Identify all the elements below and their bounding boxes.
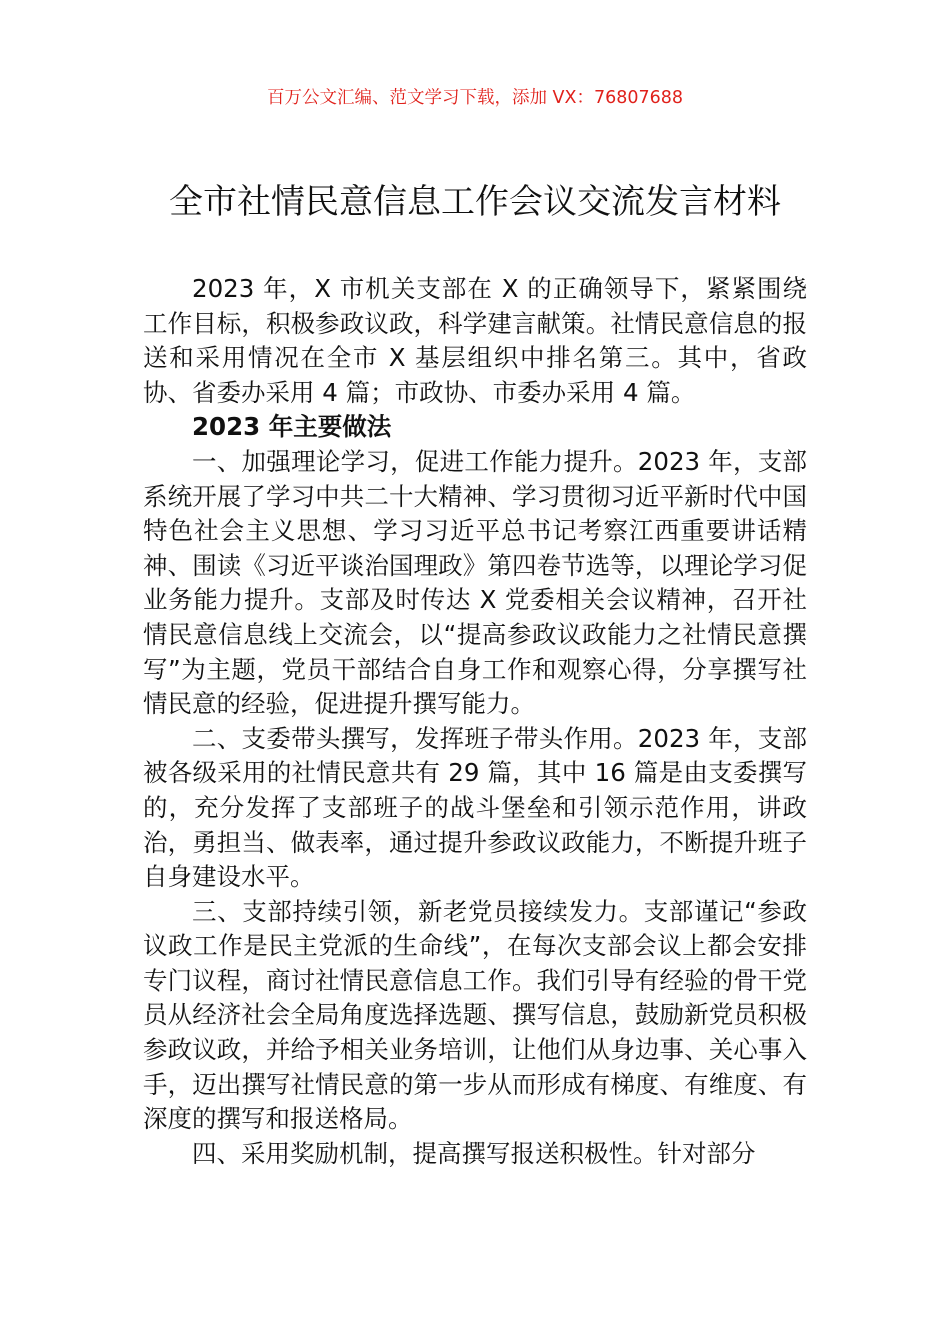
- body-paragraph-4: 四、采用奖励机制，提高撰写报送积极性。针对部分: [192, 1138, 756, 1168]
- document-body: [143, 272, 807, 1171]
- document-title: 全市社情民意信息工作会议交流发言材料: [169, 182, 781, 222]
- body-paragraph-1: 一、加强理论学习，促进工作能力提升。2023 年，支部系统开展了学习中共二十大精神、学习贯彻习近平新时代中国特色社会主义思想、学习习近平总书记考察江西重要讲话精神、围读《习近平谈治国理政》第四卷节选等，以理论学习促业务能力提升。支部及时传达 X 党委相关会议精神，召开社情民意信息线上交流会，以“提高参政议政能力之社情民意撰写”为主题，党员干部结合自身工作和观察心得，分享撰写社情民意的经验，促进提升撰写能力。: [143, 446, 807, 719]
- header-promo-note: 百万公文汇编、范文学习下载，添加 VX：76807688: [266, 88, 684, 108]
- body-paragraph-3: 三、支部持续引领，新老党员接续发力。支部谨记“参政议政工作是民主党派的生命线”，在每次支部会议上都会安排专门议程，商讨社情民意信息工作。我们引导有经验的骨干党员从经济社会全局角度选择选题、撰写信息，鼓励新党员积极参政议政，并给予相关业务培训，让他们从身边事、关心事入手，迈出撰写社情民意的第一步从而形成有梯度、有维度、有深度的撰写和报送格局。: [143, 896, 807, 1134]
- intro-paragraph: 2023 年，X 市机关支部在 X 的正确领导下，紧紧围绕工作目标，积极参政议政，科学建言献策。社情民意信息的报送和采用情况在全市 X 基层组织中排名第三。其中，省政协、省委办采用 4 篇；市政协、市委办采用 4 篇。: [143, 274, 807, 407]
- section-heading: 2023 年主要做法: [192, 412, 392, 442]
- body-paragraph-2: 二、支委带头撰写，发挥班子带头作用。2023 年，支部被各级采用的社情民意共有 29 篇，其中 16 篇是由支委撰写的，充分发挥了支部班子的战斗堡垒和引领示范作用，讲政治，勇担当、做表率，通过提升参政议政能力，不断提升班子自身建设水平。: [143, 723, 807, 892]
